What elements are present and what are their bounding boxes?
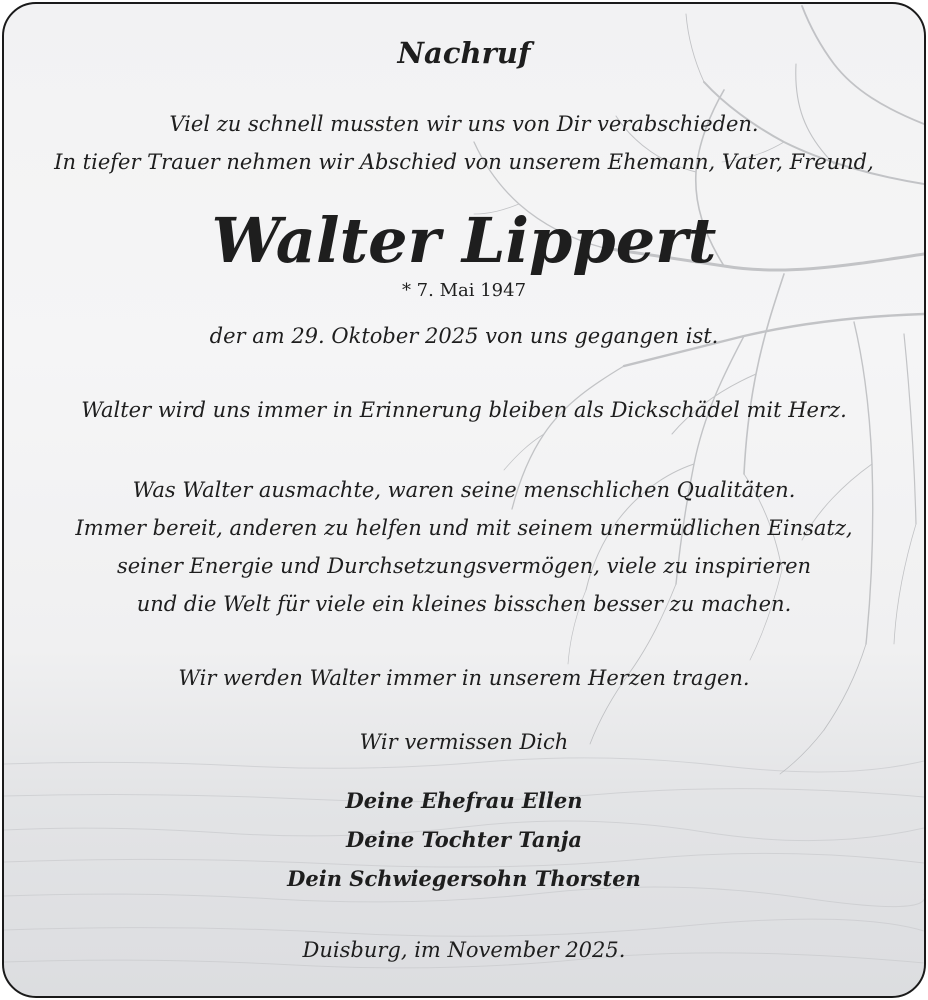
obituary-card [2,2,926,998]
birth-date: * 7. Mai 1947 [401,280,527,301]
tribute-line-4: und die Welt für viele ein kleines bisschen besser zu machen. [136,592,792,616]
miss-line: Wir vermissen Dich [359,730,569,754]
tribute-line-3: seiner Energie und Durchsetzungsvermögen, viele zu inspirieren [116,554,812,578]
deceased-name: Walter Lippert [211,204,717,277]
signatory-wife: Deine Ehefrau Ellen [345,788,583,813]
notice-heading: Nachruf [397,36,531,70]
intro-line-2: In tiefer Trauer nehmen wir Abschied von unserem Ehemann, Vater, Freund, [54,150,874,174]
heart-line: Wir werden Walter immer in unserem Herzen tragen. [178,666,750,690]
signatory-daughter: Deine Tochter Tanja [346,827,582,852]
tribute-line-2: Immer bereit, anderen zu helfen und mit seinem unermüdlichen Einsatz, [75,516,853,540]
obituary-text [4,4,924,996]
signatory-son-in-law: Dein Schwiegersohn Thorsten [287,866,641,891]
tribute-line-1: Was Walter ausmachte, waren seine menschlichen Qualitäten. [132,478,796,502]
remembrance-line: Walter wird uns immer in Erinnerung bleiben als Dickschädel mit Herz. [81,398,847,422]
intro-line-1: Viel zu schnell mussten wir uns von Dir verabschieden. [169,112,759,136]
place-date: Duisburg, im November 2025. [302,938,626,962]
death-line: der am 29. Oktober 2025 von uns gegangen ist. [209,324,719,348]
